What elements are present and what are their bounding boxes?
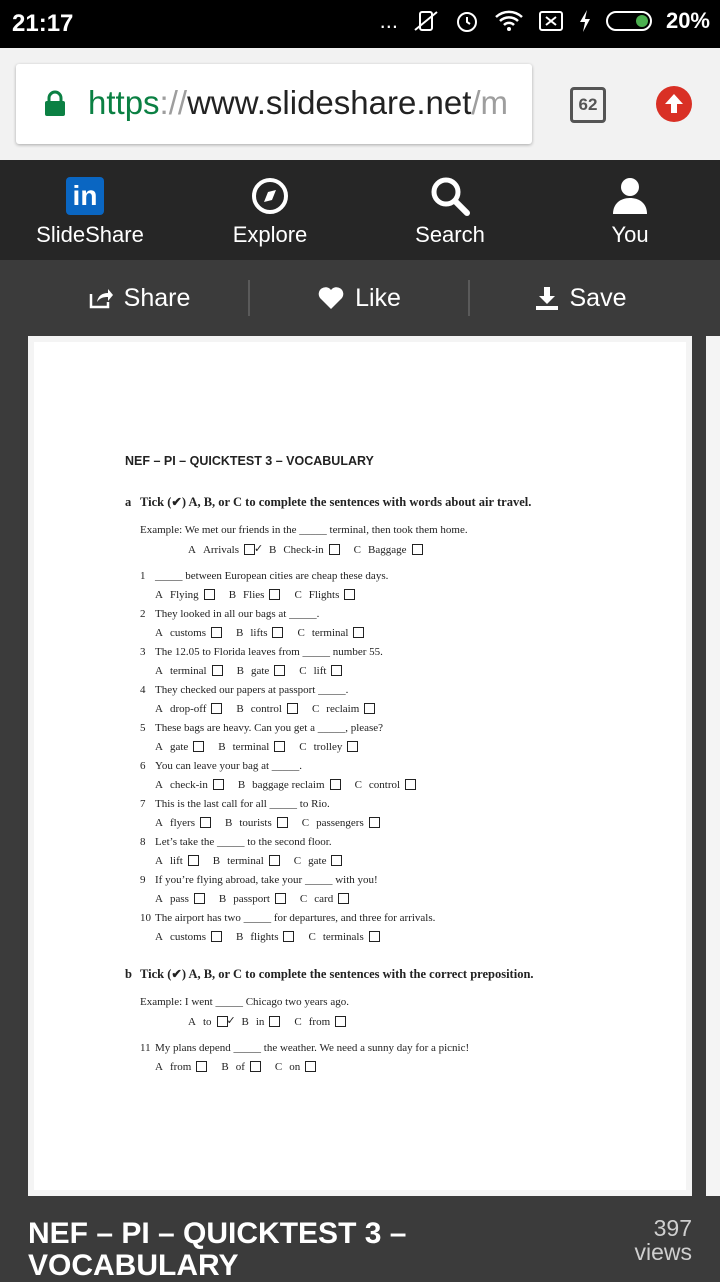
views-number: 397	[653, 1215, 692, 1241]
checkbox-icon	[331, 665, 342, 676]
next-slide-peek[interactable]	[706, 336, 720, 1196]
checkbox-icon	[217, 1016, 228, 1027]
question-item: 6 You can leave your bag at _____.	[140, 760, 303, 772]
slide-viewer[interactable]	[28, 336, 692, 1196]
save-button[interactable]	[470, 260, 690, 336]
nav-search[interactable]	[360, 160, 540, 260]
checkbox-icon	[272, 627, 283, 638]
answer-option: A drop-off	[155, 703, 222, 715]
checkbox-icon	[344, 589, 355, 600]
checkbox-icon	[212, 665, 223, 676]
question-item: 4 They checked our papers at passport _____.	[140, 684, 349, 696]
question-item: 5 These bags are heavy. Can you get a _____, please?	[140, 722, 384, 734]
answer-row	[155, 589, 665, 601]
nav-label: Search	[415, 222, 485, 247]
answer-option: B passport	[219, 893, 286, 905]
answer-option: B terminal	[218, 741, 285, 753]
section-heading: b Tick (✔) A, B, or C to complete the sentences with the correct preposition.	[125, 967, 534, 981]
checkbox-icon	[196, 1061, 207, 1072]
checkbox-icon	[364, 703, 375, 714]
battery-icon	[606, 11, 652, 31]
answer-option: B terminal	[213, 855, 280, 867]
action-bar	[0, 260, 720, 336]
slide-title: NEF – PI – QUICKTEST 3 – VOCABULARY	[28, 1217, 407, 1282]
document-title: NEF – PI – QUICKTEST 3 – VOCABULARY	[125, 454, 374, 468]
heart-icon	[317, 286, 345, 310]
answer-option: C trolley	[299, 741, 358, 753]
compass-icon	[250, 176, 290, 216]
checkbox-icon	[353, 627, 364, 638]
wifi-icon	[494, 9, 524, 33]
answer-option: C lift	[299, 665, 342, 677]
answer-option: B baggage reclaim	[238, 779, 341, 791]
answer-option: A pass	[155, 893, 205, 905]
answer-option: B lifts	[236, 627, 283, 639]
checkbox-icon	[305, 1061, 316, 1072]
download-icon	[534, 285, 560, 311]
nav-slideshare[interactable]	[0, 160, 180, 260]
nav-you[interactable]	[540, 160, 720, 260]
answer-option: B flights	[236, 931, 294, 943]
answer-row	[155, 855, 665, 867]
mute-vibrate-icon	[412, 9, 440, 33]
browser-toolbar	[0, 48, 720, 160]
views-label: views	[634, 1239, 692, 1265]
share-icon	[88, 286, 114, 310]
answer-option: B of	[221, 1061, 261, 1073]
checkbox-icon	[269, 1016, 280, 1027]
answer-row	[155, 893, 665, 905]
checkbox-icon	[335, 1016, 346, 1027]
checkbox-icon	[331, 855, 342, 866]
answer-option: B control	[236, 703, 298, 715]
checkbox-icon	[277, 817, 288, 828]
status-bar	[0, 0, 720, 48]
arrow-up-icon	[656, 86, 692, 122]
answer-option: C from	[294, 1016, 346, 1028]
question-item: 8 Let’s take the _____ to the second floor.	[140, 836, 332, 848]
nav-label: SlideShare	[36, 222, 144, 247]
answer-option: A gate	[155, 741, 204, 753]
nav-label: Explore	[232, 222, 308, 247]
question-list	[125, 570, 665, 943]
answer-option: B Flies	[229, 589, 281, 601]
checkbox-icon	[204, 589, 215, 600]
like-label: Like	[355, 283, 401, 312]
answer-option: A Arrivals✓	[188, 544, 255, 556]
answer-option: C Flights	[294, 589, 355, 601]
checkbox-icon	[338, 893, 349, 904]
linkedin-icon: in	[66, 177, 104, 215]
answer-option: A Flying	[155, 589, 215, 601]
answer-option: C Baggage	[354, 544, 423, 556]
answer-row	[155, 1061, 665, 1073]
question-list	[125, 1042, 665, 1073]
view-count	[634, 1216, 692, 1264]
question-item: 10 The airport has two _____ for departures, and three for arrivals.	[140, 912, 436, 924]
checkbox-icon	[193, 741, 204, 752]
checkbox-icon	[194, 893, 205, 904]
status-time: 21:17	[12, 10, 74, 37]
question-item: 2 They looked in all our bags at _____.	[140, 608, 320, 620]
checkbox-icon	[211, 931, 222, 942]
checkbox-icon	[412, 544, 423, 555]
no-sim-icon	[538, 9, 564, 33]
answer-option: A customs	[155, 931, 222, 943]
alarm-icon	[454, 8, 480, 34]
answer-option: C card	[300, 893, 349, 905]
checkbox-icon	[287, 703, 298, 714]
tab-switcher-button[interactable]: 62	[570, 87, 606, 123]
lock-icon	[44, 90, 66, 116]
upload-button[interactable]	[656, 86, 692, 122]
checkbox-icon	[211, 627, 222, 638]
checkbox-icon	[369, 931, 380, 942]
url-text: https://www.slideshare.net/m	[88, 84, 509, 121]
checkbox-icon	[188, 855, 199, 866]
answer-option: A flyers	[155, 817, 211, 829]
answer-option: B Check-in	[269, 544, 340, 556]
question-item: 7 This is the last call for all _____ to Rio.	[140, 798, 330, 810]
checkbox-icon	[274, 741, 285, 752]
checkbox-icon	[405, 779, 416, 790]
question-item: 9 If you’re flying abroad, take your _____ with you!	[140, 874, 378, 886]
question-item: 11 My plans depend _____ the weather. We need a sunny day for a picnic!	[140, 1042, 470, 1054]
answer-option: B gate	[237, 665, 286, 677]
checkbox-icon	[347, 741, 358, 752]
checkbox-icon	[250, 1061, 261, 1072]
slide-info	[0, 1196, 720, 1280]
user-icon	[610, 176, 650, 216]
app-nav	[0, 160, 720, 260]
battery-percent: 20%	[665, 8, 710, 33]
status-icons	[380, 8, 710, 34]
answer-option: A from	[155, 1061, 207, 1073]
answer-row	[155, 703, 665, 715]
answer-row	[155, 817, 665, 829]
answer-row	[155, 665, 665, 677]
charging-icon	[578, 9, 592, 33]
checkbox-icon	[275, 893, 286, 904]
answer-option: A lift	[155, 855, 199, 867]
checkbox-icon	[329, 544, 340, 555]
answer-option: C control	[355, 779, 417, 791]
checkbox-icon	[244, 544, 255, 555]
url-bar[interactable]	[16, 64, 532, 144]
answer-option: A customs	[155, 627, 222, 639]
answer-option: C on	[275, 1061, 316, 1073]
question-item: 1 _____ between European cities are cheap these days.	[140, 570, 389, 582]
question-item: 3 The 12.05 to Florida leaves from _____ number 55.	[140, 646, 383, 658]
share-label: Share	[123, 283, 191, 312]
checkbox-icon	[369, 817, 380, 828]
answer-option: C passengers	[302, 817, 380, 829]
like-button[interactable]	[250, 260, 468, 336]
checkbox-icon	[269, 589, 280, 600]
document-content	[125, 454, 665, 1080]
answer-option: C gate	[294, 855, 343, 867]
answer-option: C reclaim	[312, 703, 375, 715]
nav-label: You	[611, 222, 649, 247]
checkbox-icon	[274, 665, 285, 676]
checkbox-icon	[211, 703, 222, 714]
answer-option: C terminals	[308, 931, 379, 943]
answer-option: A check-in	[155, 779, 224, 791]
answer-option: A to✓	[188, 1016, 228, 1028]
example-question: Example: We met our friends in the _____ terminal, then took them home.	[140, 524, 468, 536]
save-label: Save	[569, 283, 627, 312]
example-answers	[188, 1016, 665, 1028]
example-question: Example: I went _____ Chicago two years ago.	[140, 996, 349, 1008]
answer-option: C terminal	[297, 627, 364, 639]
answer-row	[155, 627, 665, 639]
answer-row	[155, 931, 665, 943]
example-answers	[188, 544, 665, 556]
answer-option: B in	[242, 1016, 281, 1028]
slide-page	[34, 342, 686, 1190]
checkbox-icon	[330, 779, 341, 790]
checkbox-icon	[283, 931, 294, 942]
answer-option: A terminal	[155, 665, 223, 677]
checkbox-icon	[213, 779, 224, 790]
answer-option: B tourists	[225, 817, 288, 829]
checkbox-icon	[269, 855, 280, 866]
more-dots-icon: ...	[379, 8, 398, 33]
search-icon	[430, 176, 470, 216]
nav-explore[interactable]	[180, 160, 360, 260]
answer-row	[155, 779, 665, 791]
checkbox-icon	[200, 817, 211, 828]
answer-row	[155, 741, 665, 753]
section-heading: a Tick (✔) A, B, or C to complete the sentences with words about air travel.	[125, 495, 532, 509]
share-button[interactable]	[30, 260, 248, 336]
